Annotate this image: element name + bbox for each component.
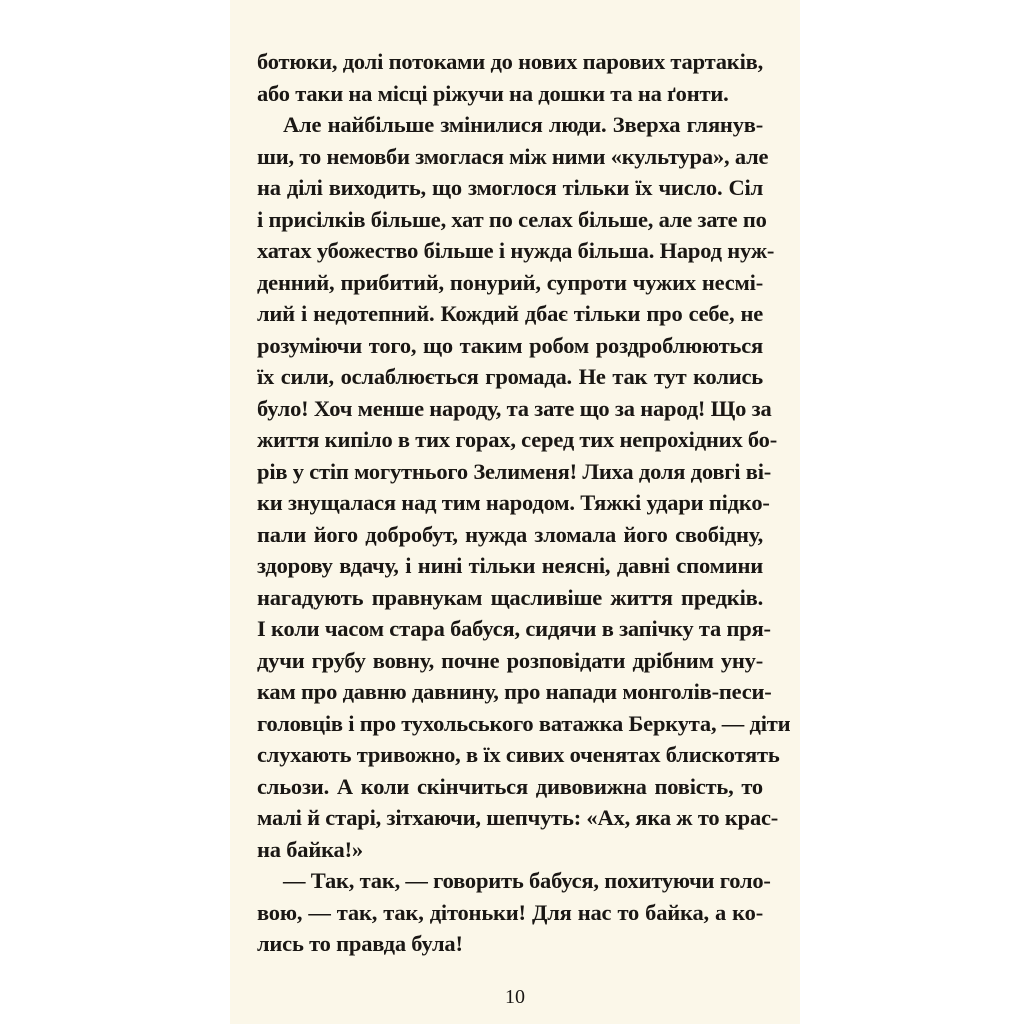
text-line: пали його добробут, нужда зломала його свобідну, — [257, 521, 763, 547]
text-line: — Так, так, — говорить бабуся, похитуючи голо- — [283, 868, 771, 893]
text-line: ши, то немовби змоглася між ними «культура», але — [257, 143, 769, 169]
text-line: на ділі виходить, що змоглося тільки їх число. Сіл — [257, 175, 763, 200]
text-line: Але найбільше змінилися люди. Зверха глянув- — [283, 112, 763, 137]
text-line: дучи грубу вовну, почне розповідати дрібним уну- — [257, 647, 763, 673]
text-line: сльози. А коли скінчиться дивовижна повість, то — [257, 773, 763, 799]
text-line: слухають тривожно, в їх сивих оченятах блискотять — [257, 742, 780, 767]
page-number: 10 — [505, 986, 525, 1008]
text-line: І коли часом стара бабуся, сидячи в запічку та пря- — [257, 616, 771, 641]
text-line: або таки на місці ріжучи на дошки та на ґонти. — [257, 80, 729, 106]
book-page — [230, 0, 800, 1024]
text-line: ки знущалася над тим народом. Тяжкі удари підко- — [257, 490, 770, 515]
text-line: головців і про тухольського ватажка Беркута, — діти — [257, 710, 791, 736]
text-line: на байка!» — [257, 836, 363, 862]
text-line: і присілків більше, хат по селах більше, але зате по — [257, 206, 767, 232]
text-line: здорову вдачу, і нині тільки неясні, давні спомини — [257, 553, 763, 578]
text-line: розуміючи того, що таким робом роздроблюються — [257, 332, 763, 358]
text-line: життя кипіло в тих горах, серед тих непрохідних бо- — [257, 427, 778, 452]
text-line: кам про давню давнину, про напади монголів-песи- — [257, 679, 772, 704]
text-line: хатах убожество більше і нужда більша. Народ нуж- — [257, 238, 775, 263]
text-line: денний, прибитий, понурий, супроти чужих несмі- — [257, 269, 763, 295]
text-line: їх сили, ослаблюється громада. Не так тут колись — [257, 364, 763, 389]
text-line: рів у стіп могутнього Зелименя! Лиха доля довгі ві- — [257, 458, 772, 484]
text-line: вою, — так, так, дітоньки! Для нас то байка, а ко- — [257, 899, 763, 925]
text-line: лись то правда була! — [257, 931, 463, 956]
text-line: ботюки, долі потоками до нових парових тартаків, — [257, 49, 763, 74]
text-line: нагадують правнукам щасливіше життя предків. — [257, 584, 763, 610]
text-line: малі й старі, зітхаючи, шепчуть: «Ах, яка ж то крас- — [257, 805, 779, 830]
text-line: лий і недотепний. Кождий дбає тільки про себе, не — [257, 301, 763, 326]
body-text — [257, 46, 791, 960]
text-line: було! Хоч менше народу, та зате що за народ! Що за — [257, 395, 772, 421]
